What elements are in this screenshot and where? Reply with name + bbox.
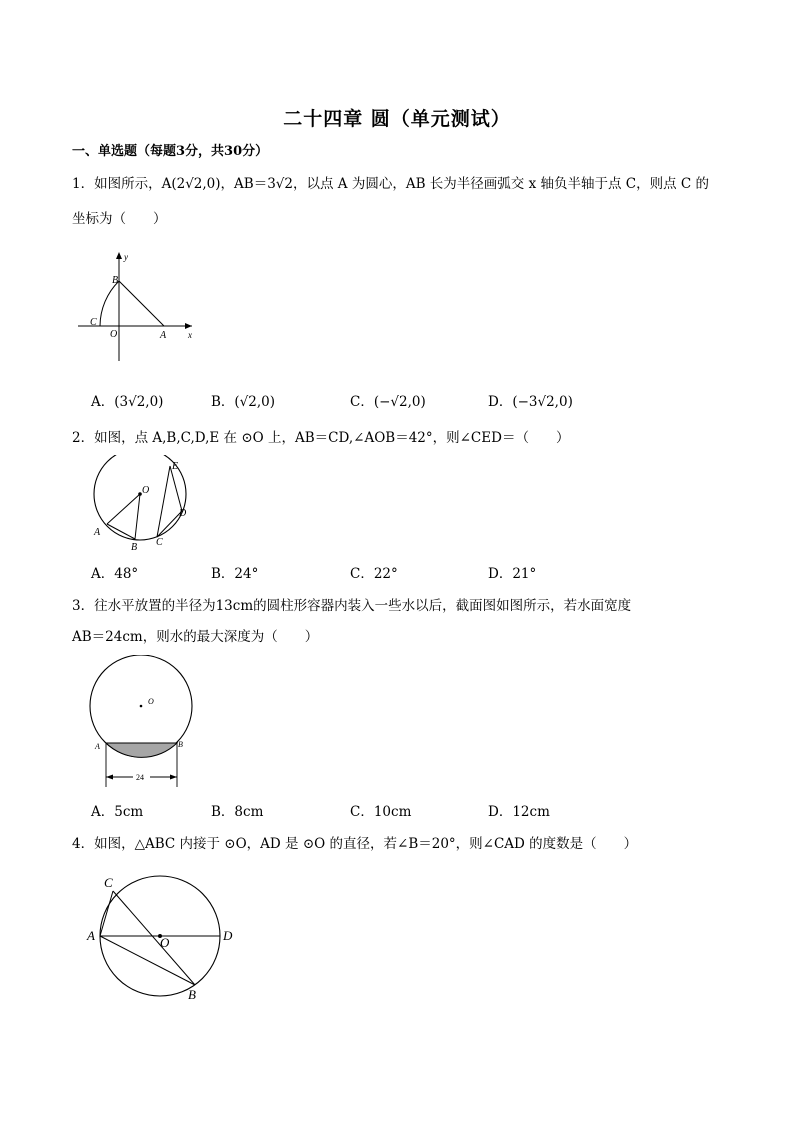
q4-label-o: O <box>160 935 170 950</box>
q2-label-b: B <box>131 542 138 553</box>
q3-option-b: B．8cm <box>211 804 264 820</box>
question-1-text-line2: 坐标为（ ） <box>72 211 167 227</box>
q1-option-a: A．(3√2,0) <box>91 394 164 410</box>
q2-option-b: B．24° <box>211 566 259 582</box>
q1-option-d: D．(−3√2,0) <box>488 394 573 410</box>
question-2-figure <box>86 455 201 555</box>
question-2-text: 2．如图，点 A,B,C,D,E 在 ⊙O 上，AB＝CD,∠AOB＝42°，则∠CED＝（ ） <box>72 430 570 446</box>
question-4-text: 4．如图，△ABC 内接于 ⊙O，AD 是 ⊙O 的直径，若∠B＝20°，则∠CAD 的度数是（ ） <box>72 836 638 852</box>
section-heading: 一、单选题（每题3分，共30分） <box>72 144 269 159</box>
q1-label-a: A <box>160 330 167 341</box>
question-1-figure <box>74 248 204 366</box>
q2-label-o: O <box>142 485 150 496</box>
question-1-text: 1．如图所示，A(2√2,0)，AB＝3√2，以点 A 为圆心，AB 长为半径画弧交 x 轴负半轴于点 C，则点 C 的 <box>72 176 710 192</box>
q3-option-c: C．10cm <box>350 804 412 820</box>
q4-label-c: C <box>104 875 113 890</box>
q2-label-d: D <box>179 508 187 519</box>
q3-label-b: B <box>178 740 183 749</box>
question-3-text-line2: AB＝24cm，则水的最大深度为（ ） <box>72 629 319 645</box>
q3-option-a: A．5cm <box>91 804 144 820</box>
question-3-figure <box>86 655 196 790</box>
q1-label-x: x <box>188 330 192 340</box>
q3-width-label: 24 <box>136 773 144 782</box>
q2-option-a: A．48° <box>91 566 139 582</box>
q1-label-o: O <box>110 329 118 340</box>
q4-label-d: D <box>223 928 233 943</box>
q2-option-d: D．21° <box>488 566 537 582</box>
q1-option-c: C．(−√2,0) <box>350 394 426 410</box>
q3-label-o: O <box>148 697 154 706</box>
q2-label-e: E <box>172 461 179 472</box>
q4-label-b: B <box>188 987 196 1002</box>
q1-option-b: B．(√2,0) <box>211 394 276 410</box>
q2-label-a: A <box>94 527 101 538</box>
q1-label-b: B <box>112 275 119 286</box>
q3-label-a: A <box>95 742 100 751</box>
question-3-text: 3．往水平放置的半径为13cm的圆柱形容器内装入一些水以后，截面图如图所示，若水面宽度 <box>72 598 632 614</box>
q1-label-y: y <box>124 252 128 262</box>
q2-option-c: C．22° <box>350 566 398 582</box>
question-4-figure <box>82 872 242 1007</box>
q1-label-c: C <box>90 317 97 328</box>
q3-option-d: D．12cm <box>488 804 550 820</box>
q2-label-c: C <box>156 537 163 548</box>
page-title: 二十四章 圆（单元测试） <box>283 108 511 130</box>
q4-label-a: A <box>87 928 95 943</box>
